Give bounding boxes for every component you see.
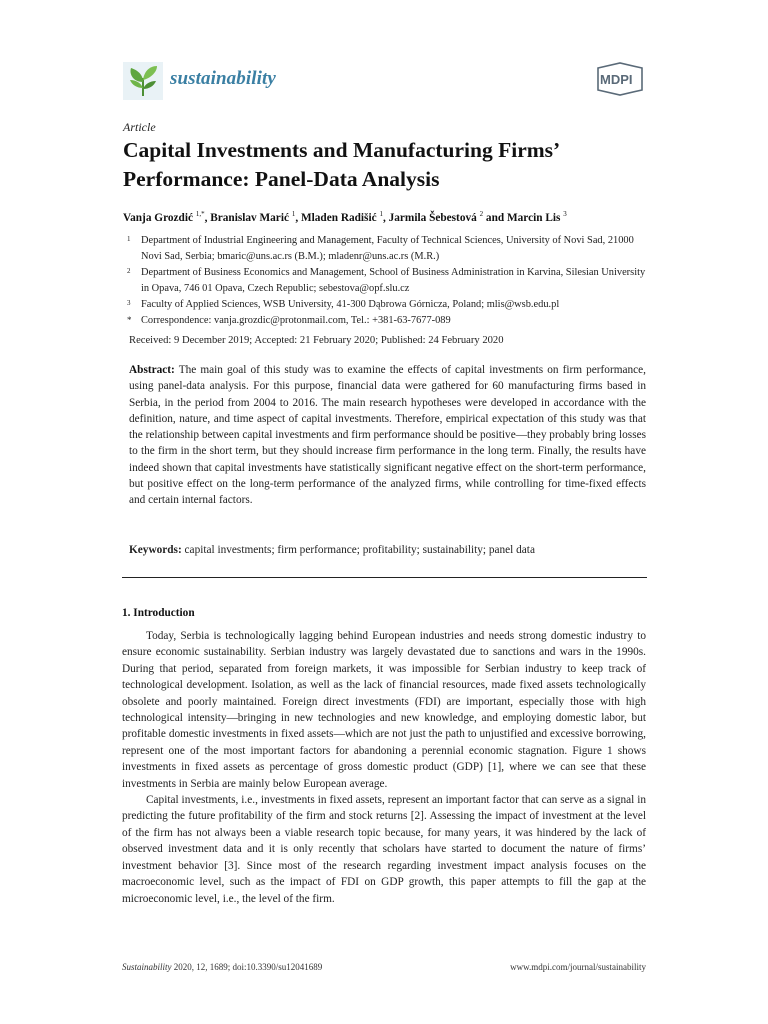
author-separator: , xyxy=(204,211,211,224)
author-name: Vanja Grozdić xyxy=(123,211,193,224)
body-paragraph: Capital investments, i.e., investments in fixed assets, represent an important factor that can serve as a signal in predicting the future profitability of the firm and stock returns [2]. Assessing the impact of investment at the level of the firm has not always been a viable research topic because, for many years, it was hindered by the lack of observed investment data and it is only recently that scholars have started to document the nature of firms’ investment behavior [3]. Since most of the research regarding investment impact analysis focuses on the macroeconomic level, such as the impact of FDI on GDP growth, this paper attempts to fill the gap at the microeconomic level, i.e., the level of the firm. xyxy=(122,794,646,905)
section-body xyxy=(122,628,646,907)
author-affiliation-mark: 1 xyxy=(379,210,383,218)
affiliation-mark: 3 xyxy=(127,299,131,307)
footer-citation-text: 2020, 12, 1689; doi:10.3390/su12041689 xyxy=(173,962,323,972)
affiliation-text: Faculty of Applied Sciences, WSB University, 41-300 Dąbrowa Górnicza, Poland; mlis@wsb.edu.pl xyxy=(141,299,560,310)
publication-dates: Received: 9 December 2019; Accepted: 21 February 2020; Published: 24 February 2020 xyxy=(129,335,504,346)
author-name: Marcin Lis xyxy=(506,211,561,224)
article-type: Article xyxy=(123,120,156,134)
keywords-label: Keywords: xyxy=(129,544,182,556)
author-separator: , xyxy=(382,211,389,224)
author-name: Mladen Radišić xyxy=(300,211,377,224)
keywords-text: capital investments; firm performance; profitability; sustainability; panel data xyxy=(184,544,535,556)
affiliation-list xyxy=(123,233,653,329)
affiliation-item xyxy=(123,233,653,265)
author-list xyxy=(123,210,653,224)
author-affiliation-mark: 1,* xyxy=(195,210,205,218)
affiliation-mark: 1 xyxy=(127,235,131,243)
footer-journal: Sustainability xyxy=(122,962,172,972)
footer-citation xyxy=(122,962,322,972)
affiliation-item xyxy=(123,313,653,329)
publisher-name: MDPI xyxy=(600,72,633,87)
abstract xyxy=(129,362,646,509)
author-name: Branislav Marić xyxy=(210,211,289,224)
journal-name: sustainability xyxy=(170,68,276,89)
keywords xyxy=(129,544,649,556)
body-paragraph: Today, Serbia is technologically lagging behind European industries and needs strong domestic industry to ensure economic sustainability. Serbian industry was largely devastated due to sanctions and wars in the 1990s. During that period, separated from foreign markets, it was impossible for Serbian industry to keep track of technological development. Isolation, as well as the lack of financial resources, made fixed assets technologically obsolete and poorly maintained. Foreign direct investments (FDI) are important, especially those with high technological intensity—bringing in new technologies and new knowledge, and employing domestic labor, but profitable domestic investments in fixed assets—which are not just the path to unjustified and excessive borrowing, represent one of the most important factors for abandoning a perennial economic stagnation. Figure 1 shows investments in fixed assets as percentage of gross domestic product (GDP) [1], where we can see that these investments in Serbia are mainly below European average. xyxy=(122,630,646,790)
author-affiliation-mark: 3 xyxy=(563,210,567,218)
footer-url[interactable]: www.mdpi.com/journal/sustainability xyxy=(510,962,646,972)
affiliation-mark: * xyxy=(127,315,132,325)
author-name: Jarmila Šebestová xyxy=(388,211,477,224)
author-separator: and xyxy=(483,211,507,224)
affiliation-mark: 2 xyxy=(127,267,131,275)
author-affiliation-mark: 2 xyxy=(479,210,484,218)
paper-title: Capital Investments and Manufacturing Firms’ Performance: Panel-Data Analysis xyxy=(123,138,559,191)
section-heading: 1. Introduction xyxy=(122,607,195,619)
divider xyxy=(122,577,647,578)
affiliation-item xyxy=(123,297,653,313)
affiliation-text: Correspondence: vanja.grozdic@protonmail.com, Tel.: +381-63-7677-089 xyxy=(141,315,451,326)
affiliation-item xyxy=(123,265,653,297)
author-affiliation-mark: 1 xyxy=(291,210,296,218)
abstract-label: Abstract: xyxy=(129,364,175,376)
affiliation-text: Department of Business Economics and Management, School of Business Administration in Karvina, Silesian University in Opava, 746 01 Opava, Czech Republic; sebestova@opf.slu.cz xyxy=(141,267,646,294)
sustainability-logo-icon xyxy=(123,62,163,100)
affiliation-text: Department of Industrial Engineering and Management, Faculty of Technical Sciences, University of Novi Sad, 21000 Novi Sad, Serbia; bmaric@uns.ac.rs (B.M.); mladenr@uns.ac.rs (M.R.) xyxy=(141,235,634,262)
author-separator: , xyxy=(295,211,301,224)
abstract-text: The main goal of this study was to examine the effects of capital investments on firm performance, using panel-data analysis. For this purpose, financial data were gathered for 60 manufacturing firms based in Serbia, in the period from 2004 to 2016. The main research hypotheses were developed in accordance with the definition, nature, and time aspect of capital investments. Therefore, empirical expectation of this study was that the relationship between capital investments and firm performance should be positive—they probably bring losses to the firm in the short term, but they should increase firm performance in the long term. Finally, the results have indeed shown that capital investments have statistically significant negative effect on the short-term performance, but positive effect on the long-term performance of the analyzed firms, while controlling for time-fixed effects and certain internal factors. xyxy=(129,364,647,507)
